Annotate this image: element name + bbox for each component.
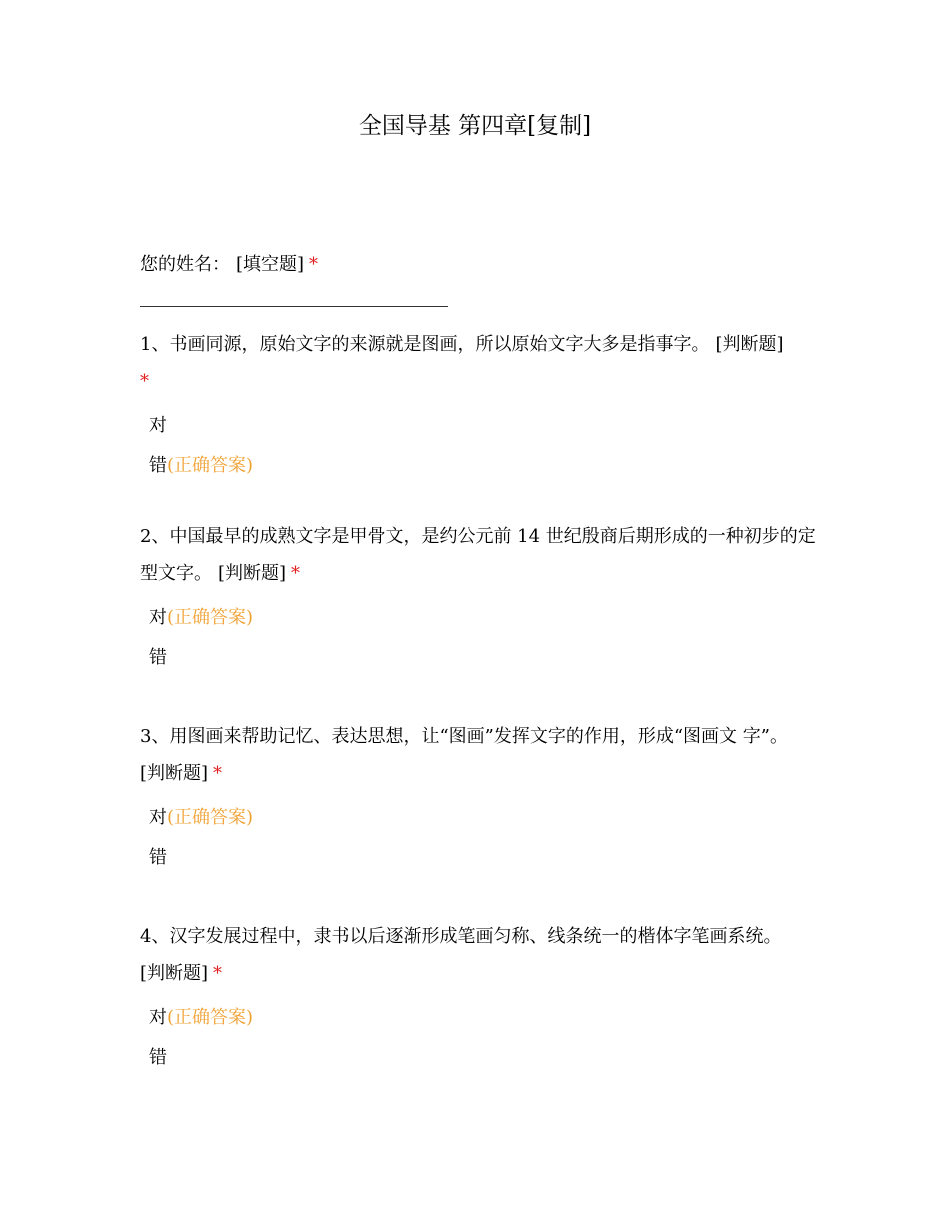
name-question xyxy=(140,246,820,283)
required-mark: * xyxy=(309,254,319,275)
question-type: [判断题] xyxy=(218,563,287,584)
option-false[interactable] xyxy=(140,838,820,878)
correct-answer-note: (正确答案) xyxy=(167,607,254,628)
name-label: 您的姓名： xyxy=(140,254,230,275)
option-true[interactable] xyxy=(140,406,820,446)
question-3 xyxy=(140,718,820,878)
question-text xyxy=(140,718,820,792)
question-1 xyxy=(140,326,820,486)
option-true[interactable] xyxy=(140,598,820,638)
question-number: 4、 xyxy=(140,926,170,947)
question-text xyxy=(140,326,820,400)
question-type: [填空题] xyxy=(236,254,305,275)
option-list xyxy=(140,998,820,1078)
question-number: 1、 xyxy=(140,334,170,355)
option-true[interactable] xyxy=(140,798,820,838)
option-label: 对 xyxy=(149,607,167,628)
question-number: 3、 xyxy=(140,726,170,747)
option-label: 错 xyxy=(149,455,167,476)
option-label: 错 xyxy=(149,647,167,668)
option-true[interactable] xyxy=(140,998,820,1038)
correct-answer-note: (正确答案) xyxy=(167,807,254,828)
question-type: [判断题] xyxy=(140,763,209,784)
question-type: [判断题] xyxy=(715,334,784,355)
option-label: 对 xyxy=(149,807,167,828)
option-false[interactable] xyxy=(140,638,820,678)
option-label: 对 xyxy=(149,1007,167,1028)
option-false[interactable] xyxy=(140,1038,820,1078)
question-text xyxy=(140,518,820,592)
required-mark: * xyxy=(213,963,223,984)
question-4 xyxy=(140,918,820,1078)
question-type: [判断题] xyxy=(140,963,209,984)
correct-answer-note: (正确答案) xyxy=(167,455,254,476)
page-title: 全国导基 第四章[复制] xyxy=(358,113,592,139)
option-list xyxy=(140,598,820,678)
question-body: 中国最早的成熟文字是甲骨文，是约公元前 14 世纪殷商后期形成的一种初步的定型文字。 xyxy=(140,526,816,584)
question-2 xyxy=(140,518,820,678)
required-mark: * xyxy=(213,763,223,784)
question-body: 用图画来帮助记忆、表达思想，让“图画”发挥文字的作用，形成“图画文 字”。 xyxy=(169,726,788,747)
required-mark: * xyxy=(140,371,149,392)
option-label: 错 xyxy=(149,1047,167,1068)
option-list xyxy=(140,798,820,878)
option-label: 错 xyxy=(149,847,167,868)
question-number: 2、 xyxy=(140,526,170,547)
correct-answer-note: (正确答案) xyxy=(167,1007,254,1028)
question-body: 书画同源，原始文字的来源就是图画，所以原始文字大多是指事字。 xyxy=(169,334,710,355)
option-label: 对 xyxy=(149,415,167,436)
option-false[interactable] xyxy=(140,446,820,486)
question-text xyxy=(140,918,820,992)
required-mark: * xyxy=(291,563,301,584)
option-list xyxy=(140,406,820,486)
question-body: 汉字发展过程中，隶书以后逐渐形成笔画匀称、线条统一的楷体字笔画系统。 xyxy=(169,926,782,947)
name-input-line[interactable] xyxy=(140,306,448,307)
